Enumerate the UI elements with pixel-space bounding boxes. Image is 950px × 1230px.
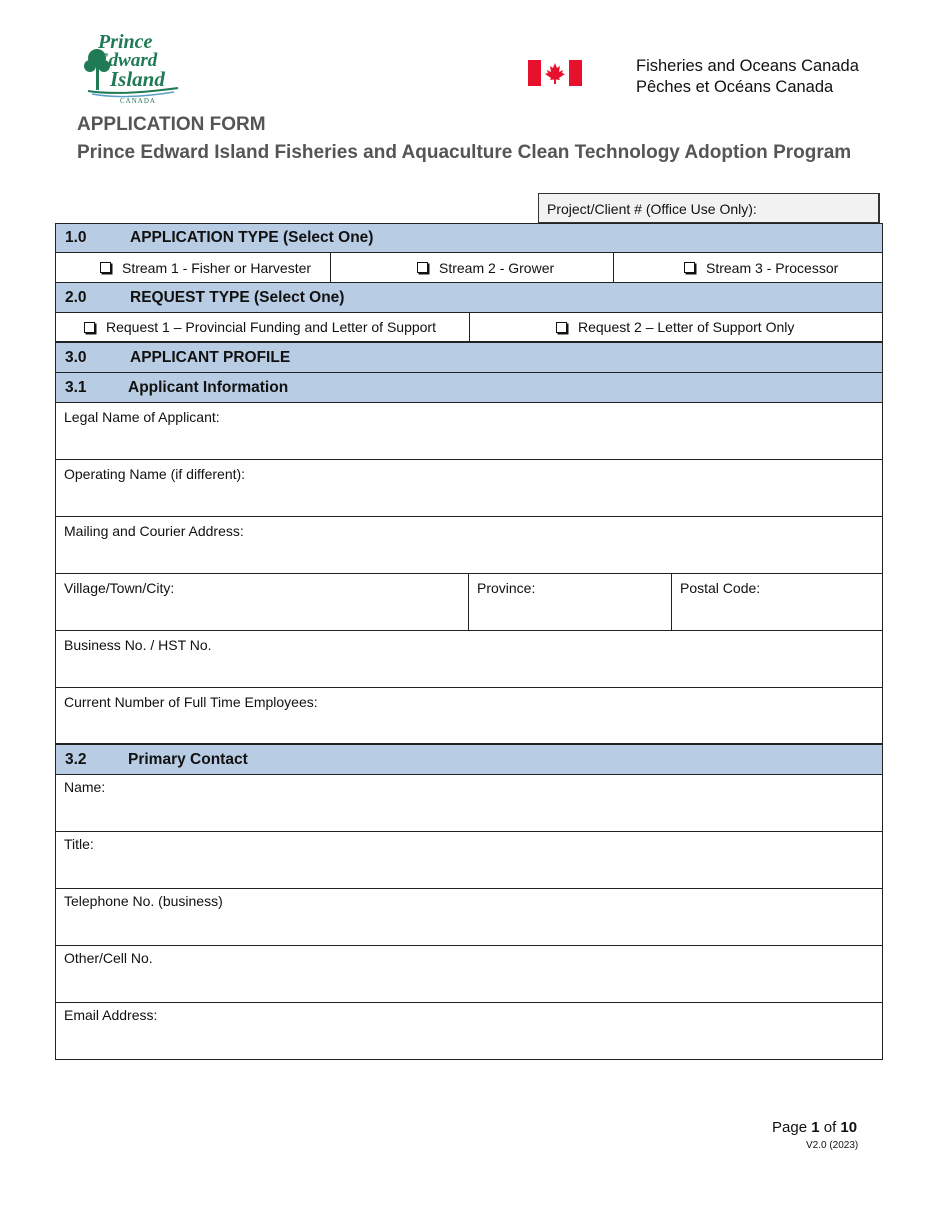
application-form: [55, 223, 883, 1060]
section-title: Applicant Information: [128, 378, 289, 396]
request-1-option[interactable]: [56, 313, 470, 341]
canada-flag-icon: [528, 60, 582, 86]
logo-word-island: Island: [110, 67, 165, 91]
legal-name-label: Legal Name of Applicant:: [64, 409, 220, 425]
page-of-label: of: [823, 1119, 837, 1136]
title-field[interactable]: [56, 832, 882, 889]
cell-label: Other/Cell No.: [64, 950, 153, 966]
title-label: Title:: [64, 836, 94, 852]
request-1-label: Request 1 – Provincial Funding and Letter of Support: [106, 319, 436, 335]
section-number: 3.1: [65, 378, 87, 396]
department-name-en: Fisheries and Oceans Canada: [636, 57, 859, 75]
stream-3-option[interactable]: [614, 253, 882, 282]
business-no-label: Business No. / HST No.: [64, 637, 212, 653]
location-row: [56, 574, 882, 631]
section-applicant-profile: [56, 343, 882, 373]
operating-name-field[interactable]: [56, 460, 882, 517]
name-field[interactable]: [56, 775, 882, 832]
stream-1-option[interactable]: [56, 253, 331, 282]
logo-word-prince: Prince: [98, 31, 153, 53]
request-2-option[interactable]: [470, 313, 882, 341]
stream-2-option[interactable]: [331, 253, 614, 282]
request-2-label: Request 2 – Letter of Support Only: [578, 319, 795, 335]
subsection-primary-contact: [56, 745, 882, 775]
operating-name-label: Operating Name (if different):: [64, 466, 246, 482]
program-title: Prince Edward Island Fisheries and Aquaculture Clean Technology Adoption Program: [77, 142, 852, 163]
page-total: 10: [840, 1119, 858, 1136]
town-field[interactable]: [56, 574, 469, 630]
telephone-field[interactable]: [56, 889, 882, 946]
address-label: Mailing and Courier Address:: [64, 523, 244, 539]
province-field[interactable]: [469, 574, 672, 630]
pei-logo: [80, 30, 190, 108]
section-number: 2.0: [65, 288, 87, 306]
email-field[interactable]: [56, 1003, 882, 1060]
section-number: 3.2: [65, 750, 87, 768]
province-label: Province:: [477, 580, 536, 596]
business-no-field[interactable]: [56, 631, 882, 688]
logo-word-edward: Edward: [96, 50, 158, 71]
postal-code-field[interactable]: [672, 574, 882, 630]
stream-2-label: Stream 2 - Grower: [439, 259, 555, 276]
page-current: 1: [811, 1119, 820, 1136]
stream-1-label: Stream 1 - Fisher or Harvester: [122, 259, 312, 276]
email-label: Email Address:: [64, 1007, 158, 1023]
section-number: 3.0: [65, 348, 87, 366]
office-use-field[interactable]: Project/Client # (Office Use Only):: [538, 193, 880, 223]
section-title: APPLICATION TYPE (Select One): [130, 229, 374, 246]
town-label: Village/Town/City:: [64, 580, 175, 596]
checkbox-icon[interactable]: [556, 322, 567, 333]
legal-name-field[interactable]: [56, 403, 882, 460]
form-title: APPLICATION FORM: [77, 114, 266, 135]
employees-label: Current Number of Full Time Employees:: [64, 694, 318, 710]
logo-word-canada: CANADA: [120, 97, 156, 105]
section-title: Primary Contact: [128, 750, 248, 768]
name-label: Name:: [64, 779, 106, 795]
checkbox-icon[interactable]: [417, 262, 428, 273]
checkbox-icon[interactable]: [84, 322, 95, 333]
section-application-type: [56, 223, 882, 253]
section-request-type: [56, 283, 882, 313]
section-title: REQUEST TYPE (Select One): [130, 288, 345, 306]
address-field[interactable]: [56, 517, 882, 574]
telephone-label: Telephone No. (business): [64, 893, 223, 909]
checkbox-icon[interactable]: [100, 262, 111, 273]
cell-field[interactable]: [56, 946, 882, 1003]
department-name: [636, 56, 859, 98]
subsection-applicant-information: [56, 373, 882, 403]
checkbox-icon[interactable]: [684, 262, 695, 273]
section-number: 1.0: [65, 229, 87, 246]
page-number: [772, 1119, 857, 1136]
stream-3-label: Stream 3 - Processor: [706, 259, 839, 276]
page-label: Page: [772, 1119, 808, 1136]
version-label: V2.0 (2023): [806, 1140, 859, 1151]
department-name-fr: Pêches et Océans Canada: [636, 78, 834, 96]
application-type-options: [56, 253, 882, 283]
section-title: APPLICANT PROFILE: [130, 348, 291, 366]
employees-field[interactable]: [56, 688, 882, 745]
request-type-options: [56, 313, 882, 343]
postal-code-label: Postal Code:: [680, 580, 761, 596]
